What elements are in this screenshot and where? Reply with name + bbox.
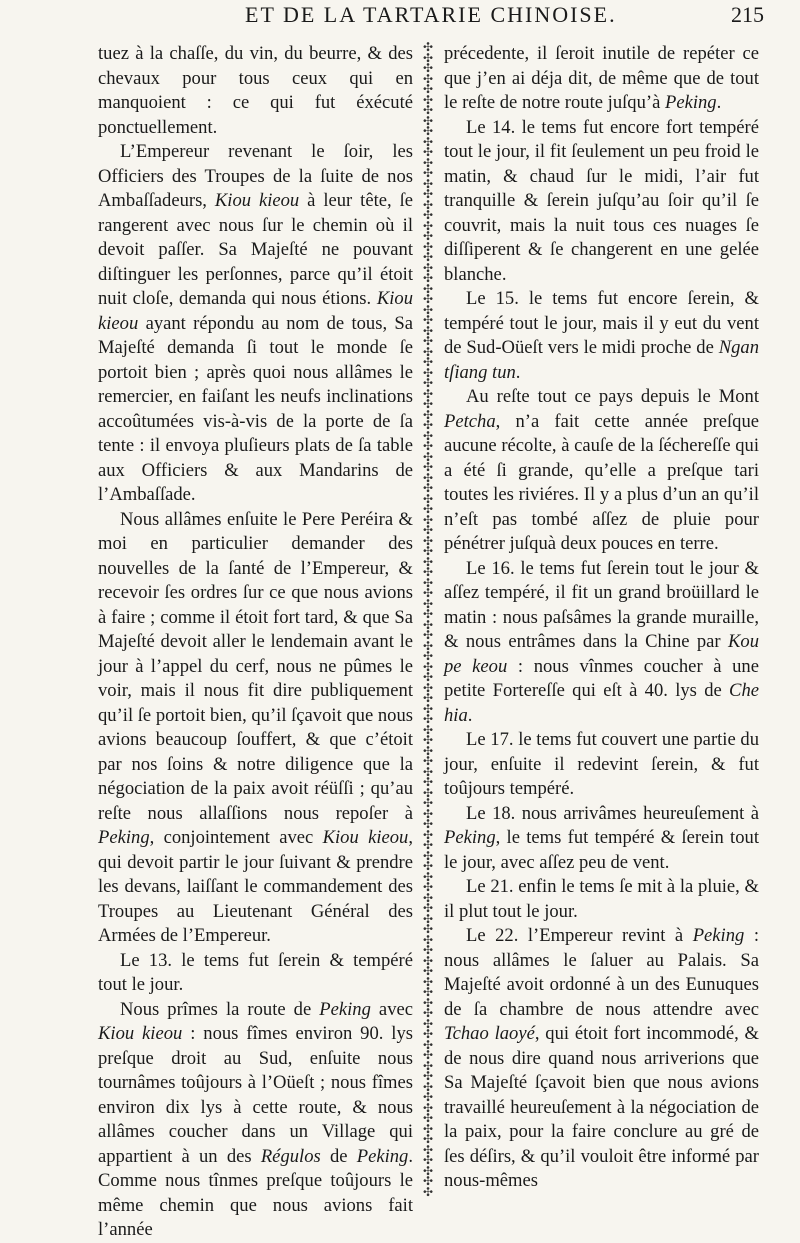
paragraph: Le 14. le tems fut encore fort tempéré tout le jour, il fit ſeulement un peu froid le matin, & chaud ſur le midi, l’air fut tranquille & ſerein juſqu’au ſoir qu’il ſe couvrit, mais la nuit tous ces nuages ſe diſſiperent & ſe changerent en une gelée blanche. [444, 116, 759, 285]
paragraph: tuez à la chaſſe, du vin, du beurre, & des chevaux pour tous ceux qui en manquoient : ce qui fut éxécuté ponctuellement. [98, 43, 413, 138]
paragraph: Nous prîmes la route de Peking avec Kiou kieou : nous fîmes environ 90. lys preſque droit au Sud, enſuite nous tournâmes toûjours à l’Oüeſt ; nous fîmes environ dix lys à cette route, & nous allâmes coucher dans un Village qui appartient à un des Régulos de Peking. Comme nous tînmes preſque toûjours le même chemin que nous avions fait l’année [98, 998, 414, 1240]
right-column [444, 42, 759, 1194]
paragraph: Le 22. l’Empereur revint à Peking : nous allâmes le ſaluer au Palais. Sa Majeſté avoit ordonné à un des Eunuques de ſa chambre de nous attendre avec Tchao laoyé, qui étoit fort incommodé, & de nous dire quand nous arriverions que Sa Majeſté ſçavoit bien que nous avions travaillé heureuſement à la négociation de la paix, pour la faire conclure au gré de ſes déſirs, & qu’il vouloit être informé par nous-mêmes [444, 925, 759, 1191]
paragraph: Le 16. le tems fut ſerein tout le jour & aſſez tempéré, il fit un grand broüillard le matin : nous paſsâmes la grande muraille, & nous entrâmes dans la Chine par Kou pe keou : nous vînmes coucher à une petite Fortereſſe qui eſt à 40. lys de Che hia. [444, 557, 759, 726]
running-title: ET DE LA TARTARIE CHINOISE. [245, 2, 617, 27]
paragraph: Le 21. enfin le tems ſe mit à la pluie, & il plut tout le jour. [444, 876, 759, 922]
paragraph: Au reſte tout ce pays depuis le Mont Petcha, n’a fait cette année preſque aucune récolte, à cauſe de la ſéchereſſe qui a été ſi grande, qu’elle a preſque tari toutes les riviéres. Il y a plus d’un an qu’il n’eſt pas tombé aſſez de pluie pour pénétrer juſquà deux pouces en terre. [444, 386, 759, 554]
ornament-glyph: ✣ ✣ ✣ ✣ ✣ ✣ ✣ ✣ ✣ ✣ ✣ ✣ ✣ ✣ ✣ ✣ ✣ ✣ ✣ ✣ ✣ ✣ ✣ ✣ ✣ ✣ ✣ ✣ ✣ ✣ ✣ ✣ ✣ ✣ ✣ ✣ ✣ ✣ ✣ ✣ ✣ ✣ ✣ ✣ ✣ ✣ ✣ ✣ ✣ ✣ ✣ ✣ ✣ ✣ ✣ ✣ ✣ ✣ ✣ ✣ ✣ ✣ ✣ ✣ ✣ ✣ ✣ ✣ ✣ ✣ ✣ ✣ ✣ ✣ ✣ ✣ ✣ ✣ ✣ ✣ ✣ ✣ ✣ ✣ ✣ ✣ ✣ ✣ ✣ ✣ ✣ ✣ ✣ ✣ ✣ ✣ ✣ ✣ ✣ ✣ ✣ ✣ ✣ ✣ ✣ ✣ ✣ ✣ ✣ ✣ [422, 40, 434, 1199]
page-number: 215 [731, 2, 764, 27]
ornamental-column-divider [421, 40, 435, 1199]
paragraph: précedente, il ſeroit inutile de repéter ce que j’en ai déja dit, de même que de tout le reſte de notre route juſqu’à Peking. [444, 43, 759, 113]
paragraph: L’Empereur revenant le ſoir, les Officiers des Troupes de la ſuite de nos Ambaſſadeurs, Kiou kieou à leur tête, ſe rangerent avec nous ſur le chemin où il devoit paſſer. Sa Majeſté ne pouvant diſtinguer les perſonnes, parce qu’il étoit nuit cloſe, demanda qui nous étions. Kiou kieou ayant répondu au nom de tous, Sa Majeſté demanda ſi tout le monde ſe portoit bien ; après quoi nous allâmes le remercier, en faiſant les neufs inclinations accoûtumées vis-à-vis de la porte de ſa tente : il envoya pluſieurs plats de ſa table aux Officiers & aux Mandarins de l’Ambaſſade. [98, 141, 413, 505]
left-column [98, 42, 413, 1243]
paragraph: Le 17. le tems fut couvert une partie du jour, enſuite il redevint ſerein, & fut toûjours tempéré. [444, 729, 759, 799]
paragraph: Le 13. le tems fut ſerein & tempéré tout le jour. [98, 949, 413, 995]
paragraph: Le 15. le tems fut encore ſerein, & tempéré tout le jour, mais il y eut du vent de Sud-Oüeſt vers le midi proche de Ngan tſiang tun. [444, 288, 759, 383]
paragraph: Nous allâmes enſuite le Pere Peréira & moi en particulier demander des nouvelles de la ſanté de l’Empereur, & recevoir ſes ordres ſur ce que nous avions à faire ; comme il étoit fort tard, & que Sa Majeſté devoit aller le lendemain avant le jour à l’appel du cerf, nous ne pûmes le voir, mais il nous fit dire publiquement qu’il ſe portoit bien, qu’il ſçavoit que nous avions beaucoup ſouffert, & que c’étoit par nos ſoins & notre diligence que la négociation de la paix avoit réüſſi ; qu’au reſte nous allaſſions nous repoſer à Peking, conjointement avec Kiou kieou, qui devoit partir le jour ſuivant & prendre les devans, laiſſant le commandement des Troupes au Lieutenant Général des Armées de l’Empereur. [98, 508, 414, 946]
paragraph: Le 18. nous arrivâmes heureuſement à Peking, le tems fut tempéré & ſerein tout le jour, avec aſſez peu de vent. [444, 802, 759, 873]
